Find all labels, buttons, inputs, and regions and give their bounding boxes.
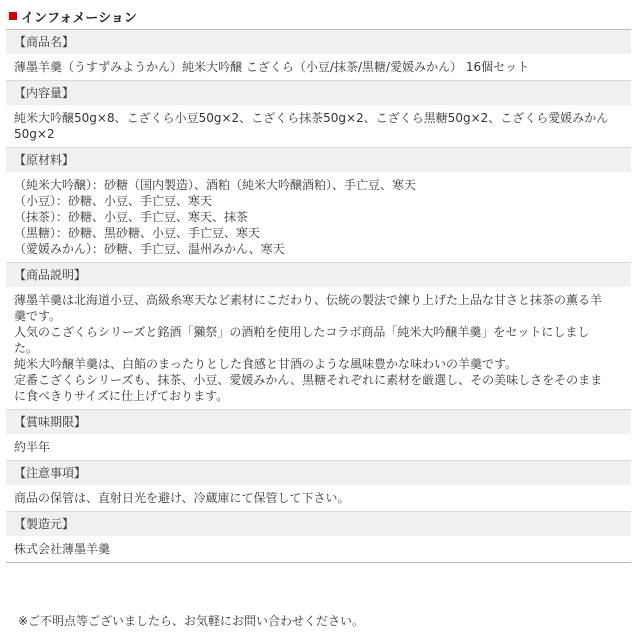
info-row-body [6, 54, 631, 80]
info-row [6, 512, 631, 562]
info-line: 薄墨羊羹（うすずみようかん）純米大吟醸 こざくら（小豆/抹茶/黒糖/愛媛みかん） 16個セット [14, 60, 530, 74]
info-row-body [6, 485, 631, 511]
info-line: に食べきりサイズに仕上げております。 [14, 389, 229, 403]
info-line: （純米大吟醸）：砂糖（国内製造）、酒粕（純米大吟醸酒粕）、手亡豆、寒天 [14, 178, 417, 192]
info-row-header: 【賞味期限】 [6, 410, 631, 434]
info-line: （愛媛みかん）：砂糖、手亡豆、温州みかん、寒天 [14, 242, 285, 256]
info-row [6, 81, 631, 148]
info-row-header: 【商品名】 [6, 30, 631, 54]
info-row-body [6, 287, 631, 409]
info-row-body [6, 172, 631, 262]
info-row-body [6, 536, 631, 562]
info-row [6, 148, 631, 263]
info-line: 人気のこざくらシリーズと銘酒「獺祭」の酒粕を使用したコラボ商品「純米大吟醸羊羹」をセットにしまし [14, 325, 590, 339]
info-line: 50g×2 [14, 127, 55, 141]
red-square-icon [9, 12, 17, 20]
info-line: 約半年 [14, 440, 51, 454]
info-line: （黒糖）：砂糖、黒砂糖、小豆、手亡豆、寒天 [14, 226, 261, 240]
info-line: 純米大吟醸50g×8、こざくら小豆50g×2、こざくら抹茶50g×2、こざくら黒糖50g×2、こざくら愛媛みかん [14, 111, 609, 125]
info-row [6, 410, 631, 461]
info-line: 定番こざくらシリーズも、抹茶、小豆、愛媛みかん、黒糖それぞれに素材を厳選し、その美味しさをそのまま [14, 373, 603, 387]
info-row [6, 30, 631, 81]
info-row-header: 【注意事項】 [6, 461, 631, 485]
info-line: （抹茶）：砂糖、小豆、手亡豆、寒天、抹茶 [14, 210, 249, 224]
info-line: （小豆）：砂糖、小豆、手亡豆、寒天 [14, 194, 213, 208]
info-line: 商品の保管は、直射日光を避け、冷蔵庫にて保管して下さい。 [14, 491, 350, 505]
info-row-header: 【製造元】 [6, 512, 631, 536]
info-row [6, 461, 631, 512]
info-table [6, 29, 631, 563]
info-row-header: 【商品説明】 [6, 263, 631, 287]
info-line: 薄墨羊羹は北海道小豆、高級糸寒天など素材にこだわり、伝統の製法で練り上げた上品な甘さと抹茶の薫る羊 [14, 293, 603, 307]
info-row-body [6, 434, 631, 460]
info-line: 羹です。 [14, 309, 62, 323]
section-title [9, 6, 137, 26]
section-title-text: インフォメーション [21, 10, 137, 26]
info-row [6, 263, 631, 410]
info-row-header: 【内容量】 [6, 81, 631, 105]
info-row-header: 【原材料】 [6, 148, 631, 172]
info-line: 株式会社薄墨羊羹 [14, 542, 111, 556]
contact-note: ※ご不明点等ございましたら、お気軽にお問い合わせください。 [18, 614, 365, 628]
info-line: た。 [14, 341, 39, 355]
info-line: 純米大吟醸羊羹は、白餡のまったりとした食感と甘酒のような風味豊かな味わいの羊羹です。 [14, 357, 518, 371]
info-row-body [6, 105, 631, 147]
